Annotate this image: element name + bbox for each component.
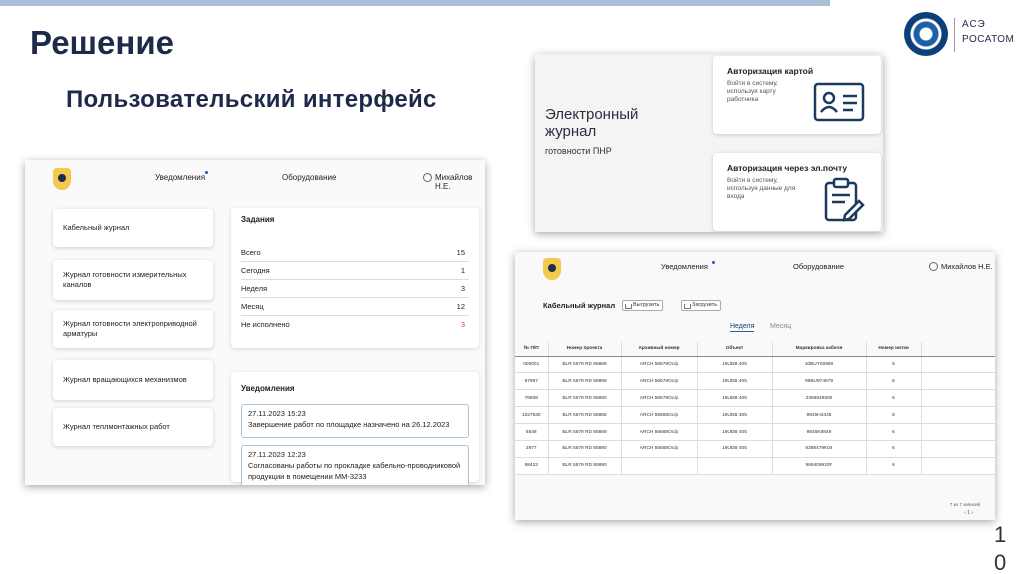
table-cell: BLR 5579 RD 85890	[548, 390, 621, 407]
nav-notifications[interactable]: Уведомления	[155, 173, 206, 182]
stat-value: 15	[456, 248, 465, 257]
table-cell: 9945H4345	[772, 407, 866, 424]
table-cell-empty	[921, 457, 995, 474]
table-cell: 19UDB 405	[697, 356, 772, 373]
table-cell: 6	[866, 407, 921, 424]
table-cell: 19UDB 405	[697, 440, 772, 457]
table-cell: 9388479K04	[772, 440, 866, 457]
id-card-icon	[813, 82, 865, 122]
email-login-option[interactable]	[713, 153, 881, 231]
menu-item-label: Журнал вращающихся механизмов	[63, 375, 187, 385]
table-cell: 19UDB 405	[697, 407, 772, 424]
rosatom-logo	[904, 12, 1014, 60]
table-cell: 6	[866, 373, 921, 390]
logo-text-rosatom: РОСАТОМ	[962, 34, 1015, 45]
table-cell: 76808	[515, 390, 548, 407]
table-cell: 19UDB 405	[697, 424, 772, 441]
table-cell: 999409920F	[772, 457, 866, 474]
menu-item-rotating-machinery[interactable]	[53, 360, 213, 400]
tasks-row-today[interactable]	[241, 262, 469, 280]
menu-item-cable-journal[interactable]	[53, 209, 213, 247]
notification-item[interactable]	[241, 404, 469, 438]
menu-item-valves[interactable]	[53, 310, 213, 348]
page-number-line2: 0	[994, 550, 1007, 574]
table-cell: 2977	[515, 440, 548, 457]
notifications-panel	[231, 372, 479, 482]
menu-item-measuring-channels[interactable]	[53, 260, 213, 300]
tab-month[interactable]: Месяц	[770, 323, 792, 330]
stat-value: 12	[456, 302, 465, 311]
table-cell: 6	[866, 440, 921, 457]
clipboard-edit-icon	[823, 177, 865, 223]
table-cell: 6	[866, 356, 921, 373]
table-cell: 6	[866, 424, 921, 441]
table-cell: ARCH 56688Oc/p	[621, 424, 697, 441]
logo-text-ase: АСЭ	[962, 19, 986, 30]
nav-equipment[interactable]: Оборудование	[282, 173, 337, 182]
notification-dot-icon	[712, 261, 715, 264]
table-cell: 99BU974679	[772, 373, 866, 390]
table-cell: 98423	[515, 457, 548, 474]
journal-subtitle: готовности ПНР	[545, 146, 612, 156]
column-header[interactable]: Архивный номер	[621, 342, 697, 356]
auth-screenshot	[535, 54, 883, 232]
nav-user[interactable]: Михайлов Н.Е.	[941, 262, 993, 271]
column-header[interactable]: Номер проекта	[548, 342, 621, 356]
stat-label: Всего	[241, 248, 261, 257]
table-cell: 8645K8849	[772, 424, 866, 441]
notification-item[interactable]	[241, 445, 469, 485]
email-login-desc: Войти в систему, используя данные для входа	[727, 177, 796, 201]
notification-date: 27.11.2023 15:23	[248, 409, 306, 418]
nav-equipment[interactable]: Оборудование	[793, 262, 845, 271]
column-header[interactable]: Объект	[697, 342, 772, 356]
tab-week[interactable]: Неделя	[730, 323, 755, 330]
notification-text: Согласованы работы по прокладке кабельно-проводниковой продукции в помещении ММ-3233	[248, 460, 461, 481]
tasks-title: Задания	[241, 215, 275, 224]
stat-label: Месяц	[241, 302, 264, 311]
table-cell: BLR 5579 RD 85890	[548, 440, 621, 457]
menu-item-thermal-works[interactable]	[53, 408, 213, 446]
user-icon	[423, 173, 432, 182]
atom-logo-icon	[904, 12, 948, 56]
table-cell-empty	[921, 356, 995, 373]
table-cell: 000001	[515, 356, 548, 373]
table-cell-empty	[921, 440, 995, 457]
table-row[interactable]	[515, 424, 995, 441]
table-cell: BLR 5579 RD 85889	[548, 373, 621, 390]
table-row[interactable]	[515, 457, 995, 474]
app-shield-logo-icon	[53, 168, 71, 190]
stat-label: Неделя	[241, 284, 268, 293]
app-shield-logo-icon	[543, 258, 561, 280]
records-count: 7 из 7 записей	[949, 502, 980, 507]
table-row[interactable]	[515, 440, 995, 457]
stat-value: 1	[460, 266, 465, 275]
table-cell: ARCH 56688Oc/p	[621, 440, 697, 457]
table-cell: 19UDB 405	[697, 390, 772, 407]
table-cell: ARCH 56688Oc/p	[621, 407, 697, 424]
table-cell: 6	[866, 390, 921, 407]
nav-notifications[interactable]: Уведомления	[661, 262, 708, 271]
table-cell: 6548	[515, 424, 548, 441]
table-cell-empty	[921, 390, 995, 407]
stat-label: Сегодня	[241, 266, 270, 275]
tasks-row-month[interactable]	[241, 298, 469, 316]
menu-item-label: Журнал готовности измерительных каналов	[63, 270, 187, 289]
journal-title-line2: журнал	[545, 123, 597, 141]
table-cell: 19UDB 405	[697, 373, 772, 390]
card-login-title: Авторизация картой	[727, 66, 814, 76]
menu-item-label: Журнал готовности электроприводной арматуры	[63, 319, 197, 338]
column-header[interactable]: Номер нитки	[866, 342, 921, 356]
card-login-option[interactable]	[713, 56, 881, 134]
dashboard-screenshot	[25, 160, 485, 485]
table-cell-empty	[921, 373, 995, 390]
table-cell: 10BUY00980	[772, 356, 866, 373]
table-row[interactable]	[515, 390, 995, 407]
slide-subtitle: Пользовательский интерфейс	[66, 86, 437, 113]
column-header[interactable]: № П/П	[515, 342, 548, 356]
notification-date: 27.11.2023 12:23	[248, 450, 306, 459]
journal-title	[545, 106, 638, 141]
logo-divider	[954, 18, 955, 52]
cable-journal-table	[515, 342, 995, 475]
cable-journal-title: Кабельный журнал	[543, 301, 616, 310]
table-cell-empty	[921, 407, 995, 424]
top-accent-bar	[0, 0, 830, 6]
table-cell: 2358849500	[772, 390, 866, 407]
notification-text: Завершение работ по площадке назначено на 26.12.2023	[248, 419, 450, 429]
menu-item-label: Журнал теплмонтажных работ	[63, 422, 170, 432]
journal-title-line1: Электронный	[545, 106, 639, 123]
column-header[interactable]: Маркировка кабеля	[772, 342, 866, 356]
notification-dot-icon	[205, 171, 208, 174]
nav-user[interactable]: Михайлов Н.Е.	[435, 173, 473, 191]
stat-value: 3	[460, 284, 465, 293]
page-number-line1: 1	[994, 522, 1007, 547]
menu-item-label: Кабельный журнал	[63, 223, 130, 233]
tasks-row-total[interactable]	[241, 244, 469, 262]
tasks-panel	[231, 208, 479, 348]
table-cell	[621, 457, 697, 474]
table-row[interactable]	[515, 356, 995, 373]
table-cell: 67997	[515, 373, 548, 390]
table-cell: ARCH 56678Oc/p	[621, 373, 697, 390]
card-login-desc: Войти в систему, используя карту работника	[727, 80, 778, 104]
table-cell: BLR 5579 RD 85888	[548, 407, 621, 424]
table-cell	[697, 457, 772, 474]
notifications-title: Уведомления	[241, 384, 295, 393]
table-cell: 1027630	[515, 407, 548, 424]
table-row[interactable]	[515, 407, 995, 424]
column-header-empty	[921, 342, 995, 356]
stat-label: Не исполнено	[241, 320, 290, 329]
table-cell: BLR 5579 RD 85890	[548, 457, 621, 474]
table-cell-empty	[921, 424, 995, 441]
table-cell: 6	[866, 457, 921, 474]
export-button[interactable]: Выгрузить	[622, 300, 663, 311]
tasks-row-overdue[interactable]	[241, 316, 469, 334]
email-login-title: Авторизация через эл.почту	[727, 163, 848, 173]
table-header-row	[515, 342, 995, 356]
table-cell: BLR 5579 RD 85888	[548, 356, 621, 373]
table-cell: BLR 5579 RD 85889	[548, 424, 621, 441]
pagination[interactable]: ‹ 1 ›	[964, 510, 973, 516]
slide-title: Решение	[30, 24, 174, 61]
table-cell: ARCH 56678Oc/p	[621, 356, 697, 373]
user-icon	[929, 262, 938, 271]
upload-button[interactable]: Загрузить	[681, 300, 721, 311]
tasks-row-week[interactable]	[241, 280, 469, 298]
table-cell: ARCH 56678Oc/p	[621, 390, 697, 407]
table-row[interactable]	[515, 373, 995, 390]
cable-journal-screenshot	[515, 252, 995, 520]
stat-value-overdue: 3	[460, 320, 465, 329]
